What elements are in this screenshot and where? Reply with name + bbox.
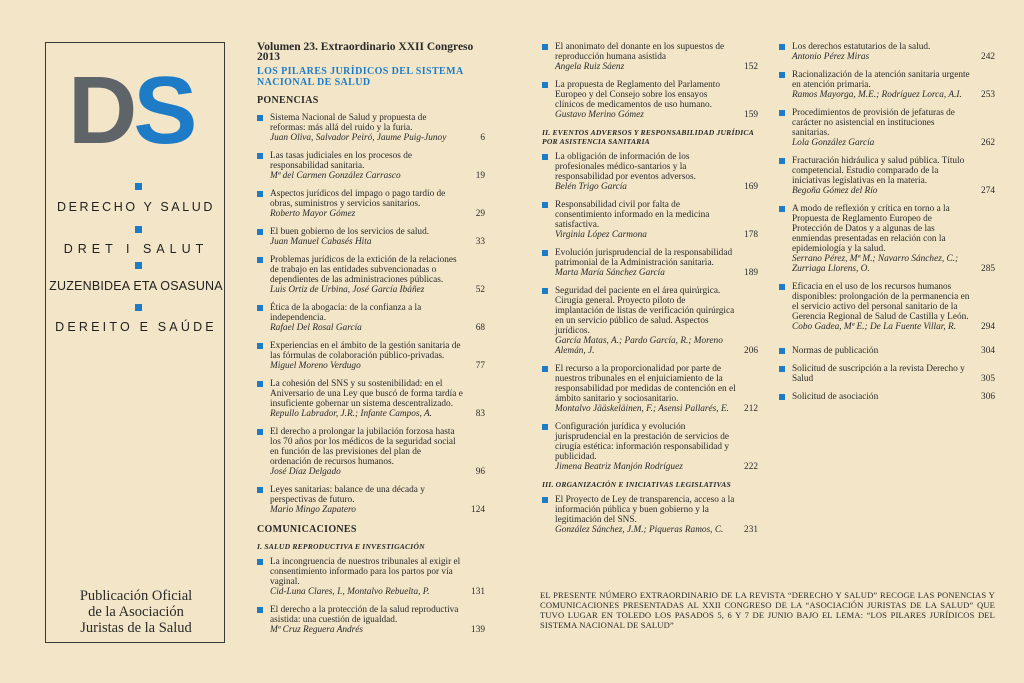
entry-page-number: 294 — [981, 322, 995, 332]
toc-entry[interactable] — [779, 364, 995, 384]
entry-title: Experiencias en el ámbito de la gestión sanitaria de las fórmulas de colaboración público-privadas. — [270, 341, 461, 361]
bullet-square-icon — [779, 158, 785, 164]
bullet-square-icon — [257, 487, 263, 493]
subsection-heading: II. EVENTOS ADVERSOS Y RESPONSABILIDAD JURÍDICA POR ASISTENCIA SANITARIA — [542, 128, 754, 146]
bullet-square-icon — [779, 72, 785, 78]
bullet-square-icon — [542, 288, 548, 294]
entry-title: Leyes sanitarias: balance de una década y perspectivas de futuro. — [270, 485, 425, 505]
entry-authors: Angela Ruiz Sáenz — [555, 62, 625, 72]
entry-title: Aspectos jurídicos del impago o pago tardío de obras, suministros y servicios sanitarios. — [270, 189, 446, 209]
bullet-square-icon — [779, 348, 785, 354]
toc-entry[interactable] — [257, 151, 485, 181]
bullet-square-icon — [257, 429, 263, 435]
bullet-square-icon — [779, 284, 785, 290]
toc-entry[interactable] — [257, 605, 485, 635]
entry-authors: Miguel Moreno Verdugo — [270, 361, 361, 371]
entry-title: Evolución jurisprudencial de la responsabilidad patrimonial de la Administración sanitaria. — [555, 248, 733, 268]
entry-title: Eficacia en el uso de los recursos humanos disponibles: prolongación de la permanencia en el servicio activo del personal sanitario de la Gerencia Regional de Salud de Castilla y León. — [792, 282, 970, 322]
entry-page-number: 6 — [480, 133, 485, 143]
toc-entry[interactable] — [257, 557, 485, 597]
entry-page-number: 212 — [744, 404, 758, 414]
bullet-square-icon — [542, 424, 548, 430]
entry-title: El buen gobierno de los servicios de salud. — [270, 227, 430, 237]
bullet-square-icon — [542, 154, 548, 160]
entry-authors: Montalvo Jääskeläinen, F.; Asensi Pallarés, E. — [555, 404, 729, 414]
toc-entry[interactable] — [779, 108, 995, 148]
toc-entry[interactable] — [257, 427, 485, 477]
entry-title: Configuración jurídica y evolución jurisprudencial en la prestación de servicios de cirugía estética: información responsabilidad y publicidad. — [555, 422, 729, 462]
entry-page-number: 262 — [981, 138, 995, 148]
cover-line-derecho: DERECHO Y SALUD — [56, 200, 216, 214]
extras-list — [779, 346, 995, 402]
entry-page-number: 139 — [471, 625, 485, 635]
entry-authors: Belén Trigo García — [555, 182, 627, 192]
entry-title: Procedimientos de provisión de jefaturas de carácter no asistencial en instituciones sanitarias. — [792, 108, 955, 138]
entry-page-number: 222 — [744, 462, 758, 472]
toc-column-2 — [542, 42, 758, 543]
entry-authors: Juan Oliva, Salvador Peiró, Jaume Puig-Junoy — [270, 133, 447, 143]
entry-page-number: 231 — [744, 525, 758, 535]
entry-title: A modo de reflexión y crítica en torno a la Propuesta de Reglamento Europeo de Protección de Datos y a algunas de las enmiendas presentadas en relación con la epidemiología y la salud. — [792, 204, 950, 254]
bullet-square-icon — [542, 82, 548, 88]
entry-title: Sistema Nacional de Salud y propuesta de reformas: más allá del ruido y la furia. — [270, 113, 427, 133]
bullet-square-icon — [257, 305, 263, 311]
toc-entry[interactable] — [257, 227, 485, 247]
sec3-list-b — [779, 42, 995, 332]
toc-entry[interactable] — [779, 204, 995, 274]
entry-page-number: 19 — [475, 171, 485, 181]
entry-title: El anonimato del donante en los supuestos de reproducción humana asistida — [555, 42, 725, 62]
entry-title: La incongruencia de nuestros tribunales al exigir el consentimiento informado para los partos por vía vaginal. — [270, 557, 461, 587]
bullet-square-icon — [779, 44, 785, 50]
entry-authors: Juan Manuel Cabasés Hita — [270, 237, 372, 247]
entry-title: Ética de la abogacía: de la confianza a la independencia. — [270, 303, 422, 323]
toc-entry[interactable] — [257, 303, 485, 333]
entry-title: Los derechos estatutarios de la salud. — [792, 42, 931, 52]
bullet-square-icon — [257, 115, 263, 121]
entry-page-number: 68 — [475, 323, 485, 333]
entry-authors: Rafael Del Rosal García — [270, 323, 362, 333]
toc-entry[interactable] — [779, 346, 995, 356]
toc-entry[interactable] — [779, 70, 995, 100]
entry-authors: Gustavo Merino Gómez — [555, 110, 644, 120]
entry-title: Racionalización de la atención sanitaria urgente en atención primaria. — [792, 70, 970, 90]
entry-title: Problemas jurídicos de la extición de la relaciones de trabajo en las entidades subvencionadas o dependientes de las administraciones públicas. — [270, 255, 457, 285]
entry-page-number: 274 — [981, 186, 995, 196]
entry-title: Solicitud de suscripción a la revista Derecho y Salud — [792, 364, 965, 384]
entry-title: Solicitud de asociación — [792, 392, 879, 402]
toc-column-1 — [257, 42, 485, 643]
entry-page-number: 253 — [981, 90, 995, 100]
entry-page-number: 169 — [744, 182, 758, 192]
entry-page-number: 52 — [475, 285, 485, 295]
sec1-list-b — [542, 42, 758, 120]
entry-page-number: 242 — [981, 52, 995, 62]
entry-page-number: 189 — [744, 268, 758, 278]
toc-entry[interactable] — [542, 364, 758, 414]
entry-authors: Mario Mingo Zapatero — [270, 505, 356, 515]
bullet-square-icon — [257, 343, 263, 349]
entry-title: Fracturación hidráulica y salud pública. Título competencial. Estudio comparado de la iniciativas legislativas en la materia. — [792, 156, 965, 186]
bullet-square-icon — [257, 559, 263, 565]
bullet-square-icon — [135, 262, 142, 269]
section-heading-ponencias: PONENCIAS — [257, 95, 319, 106]
entry-page-number: 124 — [471, 505, 485, 515]
entry-authors: Mª Cruz Reguera Andrés — [270, 625, 364, 635]
toc-entry[interactable] — [257, 189, 485, 219]
entry-page-number: 33 — [475, 237, 485, 247]
ponencias-list — [257, 113, 485, 515]
toc-column-3 — [779, 42, 995, 410]
entry-page-number: 96 — [475, 467, 485, 477]
sec1-list-a — [257, 557, 485, 635]
toc-entry[interactable] — [779, 392, 995, 402]
section-heading-comunicaciones: COMUNICACIONES — [257, 524, 357, 535]
bullet-square-icon — [542, 497, 548, 503]
entry-authors: García Matas, A.; Pardo García, R.; Moreno Alemán, J. — [555, 336, 723, 356]
toc-entry[interactable] — [779, 282, 995, 332]
entry-page-number: 305 — [981, 374, 995, 384]
entry-title: Normas de publicación — [792, 346, 879, 356]
bullet-square-icon — [779, 110, 785, 116]
congress-subtitle: LOS PILARES JURÍDICOS DEL SISTEMA NACIONAL DE SALUD — [257, 66, 464, 88]
entry-authors: Cobo Gadea, Mª E.; De La Fuente Villar, R. — [792, 322, 957, 332]
toc-entry[interactable] — [542, 80, 758, 120]
entry-page-number: 285 — [981, 264, 995, 274]
bullet-square-icon — [257, 153, 263, 159]
entry-title: La obligación de información de los profesionales médico-santarios y la responsabilidad por eventos adversos. — [555, 152, 696, 182]
entry-page-number: 159 — [744, 110, 758, 120]
sec3-list-a — [542, 495, 758, 535]
entry-title: Las tasas judiciales en los procesos de responsabilidad sanitaria. — [270, 151, 412, 171]
toc-entry[interactable] — [542, 42, 758, 72]
entry-title: Seguridad del paciente en el área quirúrgica. Cirugía general. Proyecto piloto de implantación de listas de verificación quirúrgica en un servicio público de salud. Aspectos jurídicos. — [555, 286, 735, 336]
bullet-square-icon — [779, 366, 785, 372]
entry-authors: González Sánchez, J.M.; Piqueras Ramos, C. — [555, 525, 724, 535]
entry-title: La propuesta de Reglamento del Parlamento Europeo y del Consejo sobre los ensayos clínicos de medicamentos de uso humano. — [555, 80, 720, 110]
toc-entry[interactable] — [542, 286, 758, 356]
footer-note: EL PRESENTE NÚMERO EXTRAORDINARIO DE LA REVISTA “DERECHO Y SALUD” RECOGE LAS PONENCIAS Y COMUNICACIONES PRESENTADAS AL XXII CONGRESO DE LA “ASOCIACIÓN JURISTAS DE LA SALUD” QUE TUVO LUGAR EN TOLEDO LOS PASADOS 5, 6 Y 7 DE JUNIO BAJO EL LEMA: “LOS PILARES JURÍDICOS DEL SISTEMA NACIONAL DE SALUD” — [540, 590, 995, 630]
bullet-square-icon — [542, 250, 548, 256]
toc-entry[interactable] — [779, 156, 995, 196]
bullet-square-icon — [257, 257, 263, 263]
subsection-heading: I. SALUD REPRODUCTIVA E INVESTIGACIÓN — [257, 542, 425, 551]
entry-authors: Ramos Mayorga, M.E.; Rodríguez Lorca, A.I. — [792, 90, 962, 100]
entry-page-number: 206 — [744, 346, 758, 356]
ds-logo: DS — [68, 57, 194, 164]
entry-title: El derecho a prolongar la jubilación forzosa hasta los 70 años por los médicos de la seguridad social en función de las previsiones del plan de ordenación de recursos humanos. — [270, 427, 456, 467]
entry-page-number: 83 — [475, 409, 485, 419]
bullet-square-icon — [779, 206, 785, 212]
entry-authors: Jimena Beatriz Manjón Rodríguez — [555, 462, 683, 472]
toc-entry[interactable] — [542, 152, 758, 192]
entry-title: El Proyecto de Ley de transparencia, acceso a la información pública y buen gobierno y la legitimación del SNS. — [555, 495, 735, 525]
bullet-square-icon — [257, 607, 263, 613]
cover-line-dret: DRET I SALUT — [63, 242, 209, 256]
cover-line-dereito: DEREITO E SAÚDE — [55, 320, 217, 334]
toc-entry[interactable] — [542, 422, 758, 472]
entry-title: Responsabilidad civil por falta de consentimiento informado en la medicina satisfactiva. — [555, 200, 710, 230]
bullet-square-icon — [257, 191, 263, 197]
subsection-heading: III. ORGANIZACIÓN E INICIATIVAS LEGISLATIVAS — [542, 480, 731, 489]
entry-title: El recurso a la proporcionalidad por parte de nuestros tribunales en el enjuiciamiento de la responsabilidad por medidas de contención en el ámbito sanitario y sociosanitario. — [555, 364, 736, 404]
entry-page-number: 178 — [744, 230, 758, 240]
entry-title: El derecho a la protección de la salud reproductiva asistida: una cuestión de igualdad. — [270, 605, 459, 625]
entry-authors: Lola González García — [792, 138, 875, 148]
entry-authors: Luis Ortiz de Urbina, José García Ibáñez — [270, 285, 425, 295]
bullet-square-icon — [779, 394, 785, 400]
entry-authors: Begoña Gómez del Río — [792, 186, 878, 196]
toc-entry[interactable] — [257, 255, 485, 295]
bullet-square-icon — [135, 304, 142, 311]
entry-authors: José Díaz Delgado — [270, 467, 341, 477]
cover-panel — [45, 42, 225, 643]
bullet-square-icon — [135, 183, 142, 190]
toc-entry[interactable] — [779, 42, 995, 62]
bullet-square-icon — [542, 202, 548, 208]
toc-entry[interactable] — [542, 200, 758, 240]
bullet-square-icon — [542, 366, 548, 372]
bullet-square-icon — [135, 226, 142, 233]
entry-page-number: 77 — [475, 361, 485, 371]
toc-entry[interactable] — [257, 113, 485, 143]
toc-entry[interactable] — [257, 485, 485, 515]
publication-info: Publicación Oficial de la Asociación Juristas de la Salud — [79, 588, 193, 636]
entry-page-number: 304 — [981, 346, 995, 356]
toc-entry[interactable] — [542, 248, 758, 278]
entry-authors: Serrano Pérez, Mª M.; Navarro Sánchez, C.; Zurriaga Llorens, O. — [792, 254, 959, 274]
bullet-square-icon — [257, 381, 263, 387]
entry-authors: Antonio Pérez Miras — [792, 52, 870, 62]
entry-title: La cohesión del SNS y su sostenibilidad: en el Aniversario de una Ley que buscó de forma tardía e insuficiente gobernar un sistema descentralizado. — [270, 379, 463, 409]
volume-title: Volumen 23. Extraordinario XXII Congreso 2013 — [257, 41, 474, 63]
entry-page-number: 152 — [744, 62, 758, 72]
bullet-square-icon — [257, 229, 263, 235]
entry-authors: Cid-Luna Clares, I., Montalvo Rebuelta, P. — [270, 587, 430, 597]
entry-authors: Roberto Mayor Gómez — [270, 209, 356, 219]
entry-authors: Virginia López Carmona — [555, 230, 647, 240]
cover-line-zuzenbidea: ZUZENBIDEA ETA OSASUNA — [49, 279, 223, 293]
toc-entry[interactable] — [257, 379, 485, 419]
entry-page-number: 29 — [475, 209, 485, 219]
entry-authors: Mª del Carmen González Carrasco — [270, 171, 401, 181]
bullet-square-icon — [542, 44, 548, 50]
toc-entry[interactable] — [542, 495, 758, 535]
sec2-list — [542, 152, 758, 472]
entry-page-number: 131 — [471, 587, 485, 597]
toc-entry[interactable] — [257, 341, 485, 371]
entry-authors: Marta María Sánchez García — [555, 268, 665, 278]
entry-page-number: 306 — [981, 392, 995, 402]
entry-authors: Repullo Labrador, J.R.; Infante Campos, A. — [270, 409, 433, 419]
